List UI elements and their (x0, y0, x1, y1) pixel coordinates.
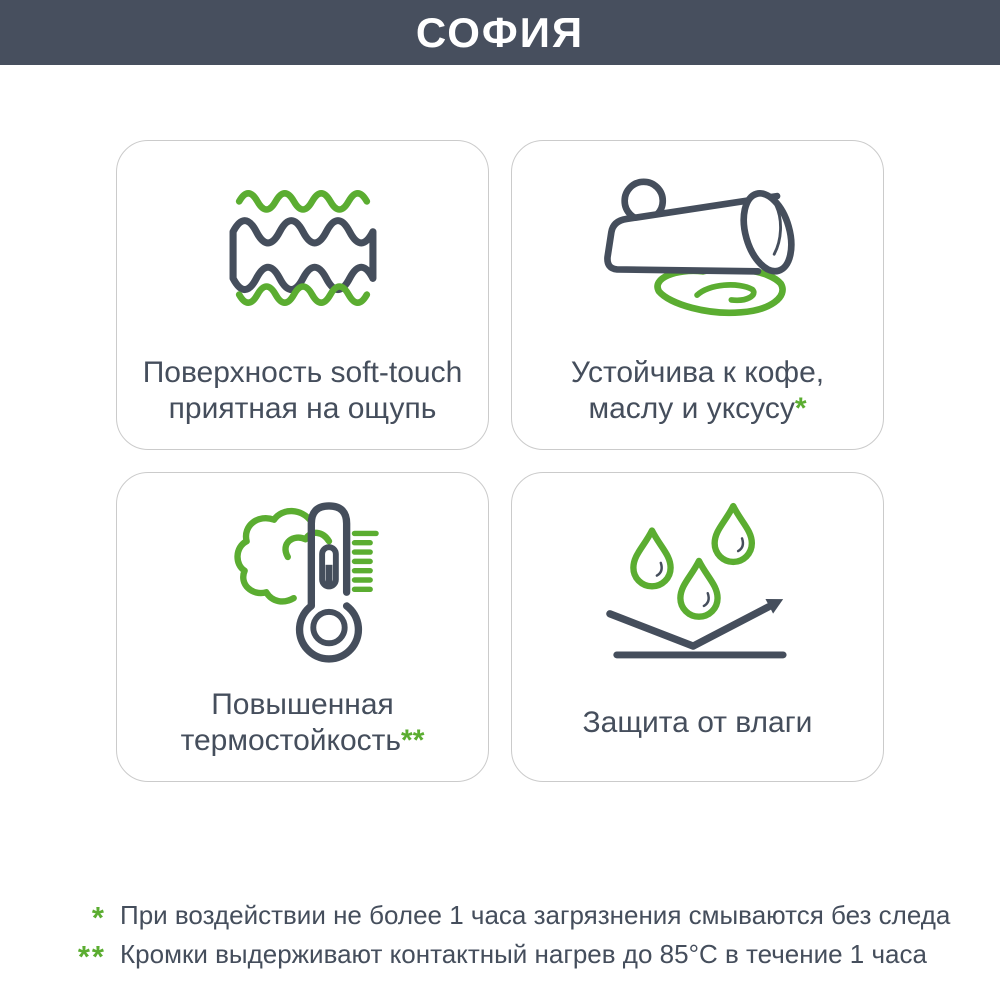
footnote-2 (0, 935, 1000, 974)
card-caption: Защита от влаги (582, 706, 813, 739)
feature-cards-grid (116, 140, 884, 782)
footnote-1 (0, 896, 1000, 935)
card-stain-resistance (511, 140, 884, 450)
asterisk-marker-single: * (91, 900, 106, 935)
card-caption: Повышенная термостойкость** (180, 688, 425, 757)
card-caption: Устойчива к кофе, маслу и уксусу* (570, 356, 825, 425)
footnotes (0, 896, 1000, 974)
footnote-text: Кромки выдерживают контактный нагрев до 85°С в течение 1 часа (120, 939, 927, 969)
card-soft-touch (116, 140, 489, 450)
asterisk-mark: ** (401, 724, 425, 757)
asterisk-marker-double: ** (77, 939, 106, 974)
asterisk-mark: * (794, 392, 807, 425)
footnote-text: При воздействии не более 1 часа загрязнения смываются без следа (120, 900, 951, 930)
water-drops-icon (512, 481, 883, 679)
thermometer-steam-icon (117, 481, 488, 679)
card-moisture-protection (511, 472, 884, 782)
card-caption: Поверхность soft-touch приятная на ощупь (142, 356, 463, 425)
card-heat-resistance (116, 472, 489, 782)
wavy-surface-icon (117, 149, 488, 347)
header-bar (0, 0, 1000, 65)
page-title: СОФИЯ (415, 8, 585, 56)
spilled-mug-icon (512, 149, 883, 347)
